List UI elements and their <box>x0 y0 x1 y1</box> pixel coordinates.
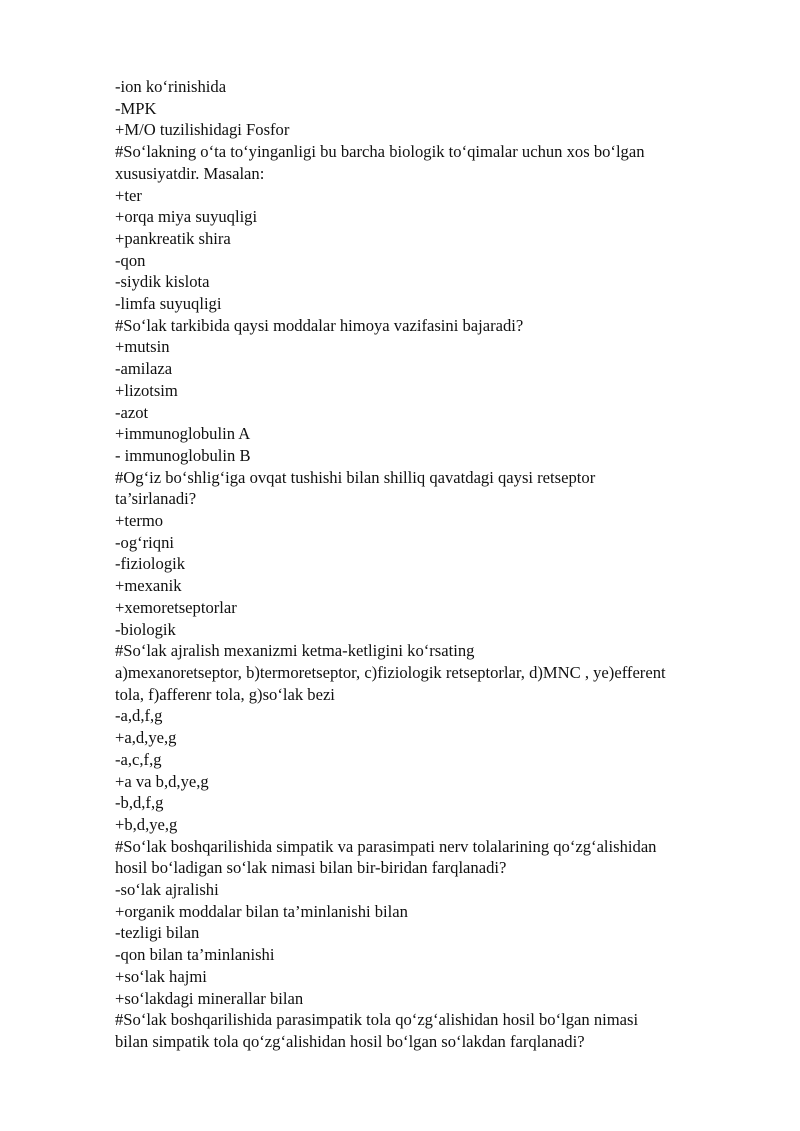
answer-line: +pankreatik shira <box>115 228 231 248</box>
answer-line: -limfa suyuqligi <box>115 294 222 314</box>
answer-line: +b,d,ye,g <box>115 814 178 834</box>
document-text <box>115 76 755 1053</box>
answer-line: +termo <box>115 511 164 531</box>
answer-line: -so‘lak ajralishi <box>115 880 219 900</box>
question-line: bilan simpatik tola qo‘zg‘alishidan hosil bo‘lgan so‘lakdan farqlanadi? <box>115 1031 585 1051</box>
answer-line: -biologik <box>115 619 176 639</box>
question-line: tola, f)afferenr tola, g)so‘lak bezi <box>115 684 335 704</box>
answer-line: -amilaza <box>115 359 173 379</box>
question-line: #So‘lak tarkibida qaysi moddalar himoya vazifasini bajaradi? <box>115 315 524 335</box>
answer-line: -a,d,f,g <box>115 706 163 726</box>
answer-line: +ter <box>115 185 142 205</box>
answer-line: -qon bilan ta’minlanishi <box>115 945 275 965</box>
question-line: #So‘lak boshqarilishida parasimpatik tola qo‘zg‘alishidan hosil bo‘lgan nimasi <box>115 1010 639 1030</box>
question-line: hosil bo‘ladigan so‘lak nimasi bilan bir-biridan farqlanadi? <box>115 858 507 878</box>
answer-line: +so‘lakdagi minerallar bilan <box>115 988 304 1008</box>
question-line: ta’sirlanadi? <box>115 489 197 509</box>
answer-line: +a,d,ye,g <box>115 728 177 748</box>
answer-line: -siydik kislota <box>115 272 210 292</box>
text-line: +M/O tuzilishidagi Fosfor <box>115 120 290 140</box>
answer-line: +a va b,d,ye,g <box>115 771 209 791</box>
answer-line: +lizotsim <box>115 380 178 400</box>
answer-line: +orqa miya suyuqligi <box>115 207 258 227</box>
answer-line: -og‘riqni <box>115 532 174 552</box>
text-line: -ion ko‘rinishida <box>115 77 227 96</box>
question-line: #So‘lak ajralish mexanizmi ketma-ketligini ko‘rsating <box>115 641 475 661</box>
answer-line: -azot <box>115 402 149 422</box>
answer-line: -tezligi bilan <box>115 923 200 943</box>
question-line: #Og‘iz bo‘shlig‘iga ovqat tushishi bilan shilliq qavatdagi qaysi retseptor <box>115 467 596 487</box>
question-line: #So‘lakning o‘ta to‘yinganligi bu barcha biologik to‘qimalar uchun xos bo‘lgan <box>115 142 645 162</box>
answer-line: +immunoglobulin A <box>115 424 251 444</box>
answer-line: +mutsin <box>115 337 170 357</box>
answer-line: -qon <box>115 250 146 270</box>
answer-line: +xemoretseptorlar <box>115 597 237 617</box>
text-line: -MPK <box>115 98 157 118</box>
answer-line: -a,c,f,g <box>115 749 162 769</box>
answer-line: - immunoglobulin B <box>115 445 251 465</box>
question-line: #So‘lak boshqarilishida simpatik va parasimpati nerv tolalarining qo‘zg‘alishidan <box>115 836 657 856</box>
answer-line: +mexanik <box>115 576 182 596</box>
answer-line: -b,d,f,g <box>115 793 164 813</box>
answer-line: -fiziologik <box>115 554 186 574</box>
question-line: xususiyatdir. Masalan: <box>115 163 265 183</box>
answer-line: +so‘lak hajmi <box>115 966 207 986</box>
question-line: a)mexanoretseptor, b)termoretseptor, c)fiziologik retseptorlar, d)MNC , ye)efferent <box>115 662 666 682</box>
answer-line: +organik moddalar bilan ta’minlanishi bilan <box>115 901 408 921</box>
